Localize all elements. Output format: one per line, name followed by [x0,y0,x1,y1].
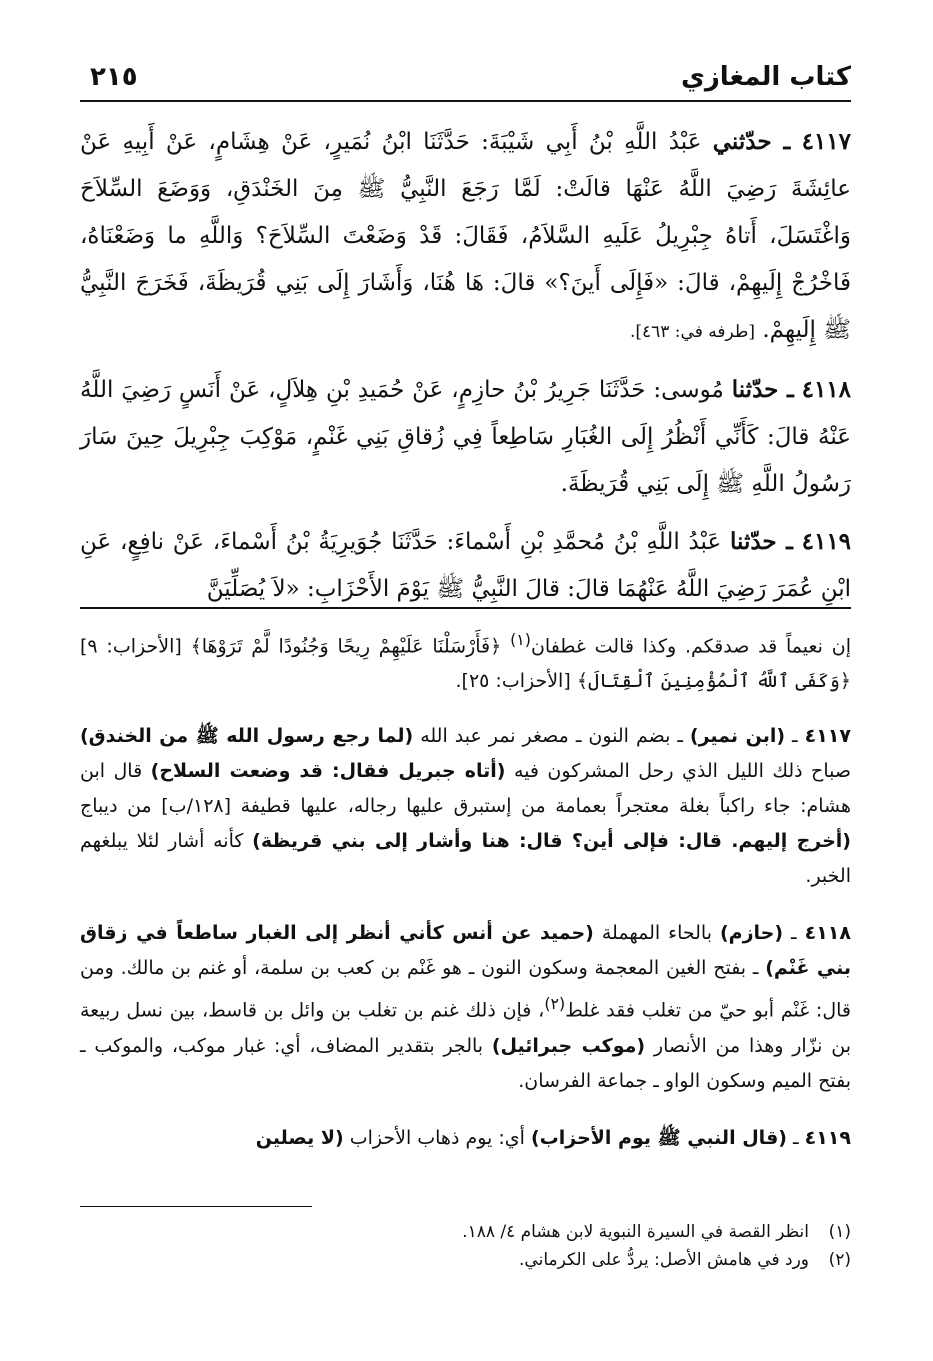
page-number: ٢١٥ [90,62,138,92]
quoted-phrase: (لا يصلين [255,1126,344,1149]
hadith-number: ٤١١٨ [801,376,852,403]
commentary-text: كأنه أشار لئلا يبلغهم الخبر. [80,830,851,888]
hadith-lead: ـ حدّثنا [730,528,793,555]
commentary-number: ٤١١٧ [804,725,851,748]
quoted-phrase: (حازم) [719,922,784,945]
commentary-text: ـ بضم النون ـ مصغر نمر عبد الله [413,725,690,748]
footnote-1 [80,1218,851,1246]
hadith-lead: ـ حدّثنا [731,376,794,403]
hadith-body: عَبْدُ اللَّهِ بْنُ مُحمَّدِ بْنِ أَسْماءَ: حَدَّثَنَا جُوَيرِيَةُ بْنُ أَسْماءَ، عَنْ نافِعٍ، عَنِ ابْنِ عُمَرَ رَضِيَ اللَّهُ عَنْهُمَا قالَ: قالَ النَّبِيُّ ﷺ يَوْمَ الأَحْزَابِ: «لاَ يُصَلِّيَنَّ [80,529,851,602]
hadith-number: ٤١١٧ [801,128,851,155]
footnote-text: انظر القصة في السيرة النبوية لابن هشام ٤/ ١٨٨. [462,1222,809,1242]
footnote-divider [80,1206,312,1207]
quoted-phrase: (موكب جبرائيل) [491,1034,646,1057]
quoted-phrase: (أتاه جبريل فقال: قد وضعت السلاح) [150,760,506,783]
hadith-reference: [طرفه في: ٤٦٣]. [629,322,756,342]
dash: ـ [783,922,805,945]
quoted-phrase: (لما رجع رسول الله ﷺ من الخندق) [80,725,414,748]
commentary-text: قال ابن هشام: جاء راكباً بغلة معتجراً بعمامة من إستبرق عليها رجاله، عليها قطيفة [١٢٨/ب] من ديباج [80,760,851,818]
commentary-area [80,622,851,1178]
hadith-number: ٤١١٩ [801,528,852,555]
commentary-text: بالحاء المهملة [593,922,720,945]
commentary-text: بالجر بتقدير المضاف، أي: غبار موكب، والموكب ـ بفتح الميم وسكون الواو ـ جماعة الفرسان. [80,1034,851,1092]
text-commentary-divider [80,607,851,609]
footnote-marker: (٢) [544,994,566,1014]
footnote-marker: (١) [510,630,531,649]
quoted-phrase: (حميد عن أنس كأني أنظر إلى الغبار ساطعاً في زقاق بني غَنْم) [80,922,852,980]
commentary-number: ٤١١٩ [804,1126,851,1149]
hadith-4118 [80,366,851,508]
commentary-text: صباح ذلك الليل الذي رحل المشركون فيه [505,760,851,783]
dash: ـ [785,725,805,748]
hadith-lead: ـ حدّثني [712,128,791,155]
commentary-number: ٤١١٨ [804,922,851,945]
commentary-text: إن نعيماً قد صدقكم. وكذا قالت غطفان [530,635,851,658]
commentary-text: ـ بفتح الغين المعجمة وسكون النون ـ هو غَنْم بن كعب بن سلمة، أو غنم بن مالك. ومن قال: غَنْم أبو حيّ من تغلب فقد غلط [80,957,851,1022]
hadith-body: عَبْدُ اللَّهِ بْنُ أَبِي شَيْبَةَ: حَدَّثَنَا ابْنُ نُمَيرٍ، عَنْ هِشَامٍ، عَنْ أَبِيهِ عَنْ عائِشَةَ رَضِيَ اللَّهُ عَنْهَا قالَتْ: لَمَّا رَجَعَ النَّبِيُّ ﷺ مِنَ الخَنْدَقِ، وَوَضَعَ السِّلاَحَ وَاغْتَسَلَ، أَتاهُ جِبْرِيلُ عَلَيهِ السَّلاَمُ، فَقَالَ: قَدْ وَضَعْتَ السِّلاَحَ؟ وَاللَّهِ ما وَضَعْنَاهُ، فَاخْرُجْ إِلَيهِمْ، قالَ: «فَإِلَى أَينَ؟» قالَ: هَا هُنَا، وَأَشَارَ إِلَى بَنِي قُرَيظَةَ، فَخَرَجَ النَّبِيُّ ﷺ إِلَيهِمْ. [80,129,851,343]
footnote-2 [80,1246,851,1274]
hadith-text-area [80,118,851,623]
footnote-number: (٢) [828,1250,851,1270]
page-header [80,56,851,102]
footnote-number: (١) [828,1222,851,1242]
hadith-4119 [80,518,851,613]
quoted-phrase: (ابن نمير) [689,725,786,748]
verse-reference: [الأحزاب: ٢٥]. [455,670,571,693]
commentary-text: ، فإن ذلك غنم بن تغلب بن وائل بن قاسط، بين نسل ربيعة بن نزّار وهذا من الأنصار [80,999,852,1057]
commentary-intro [80,622,851,699]
quran-verse: ﴿فَأَرْسَلْنَا عَلَيْهِمْ رِيحًا وَجُنُودًا لَّمْ تَرَوْهَا﴾ [190,635,502,658]
dash: ـ [786,1126,805,1149]
commentary-text: أي: يوم ذهاب الأحزاب [343,1126,531,1149]
hadith-body: مُوسى: حَدَّثَنَا جَرِيرُ بْنُ حازِمٍ، عَنْ حُمَيدِ بْنِ هِلاَلٍ، عَنْ أَنَسٍ رَضِيَ اللَّهُ عَنْهُ قالَ: كَأَنِّي أَنْظُرُ إِلَى الغُبَارِ سَاطِعاً فِي زُقاقِ بَنِي غَنْمٍ، مَوْكِبَ جِبْرِيلَ حِينَ سَارَ رَسُولُ اللَّهِ ﷺ إِلَى بَنِي قُرَيظَةَ. [80,377,851,497]
footnote-text: ورد في هامش الأصل: يردُّ على الكرماني. [519,1250,809,1270]
commentary-4118 [80,916,851,1098]
quoted-phrase: (قال النبي ﷺ يوم الأحزاب) [530,1126,787,1149]
verse-reference: [الأحزاب: ٩] [80,635,182,658]
commentary-4119 [80,1121,851,1156]
header-rule [80,100,851,102]
footnotes [80,1218,851,1274]
quoted-phrase: (أخرج إليهم. قال: فإلى أين؟ قال: هنا وأشار إلى بني قريظة) [252,830,851,853]
hadith-4117 [80,118,851,356]
commentary-4117 [80,719,851,894]
quran-verse: ﴿وَكَفَى ٱللَّهُ ٱلْمُؤْمِنِينَ ٱلْقِتَالَ﴾ [576,670,851,693]
book-title: كتاب المغازي [680,62,851,92]
